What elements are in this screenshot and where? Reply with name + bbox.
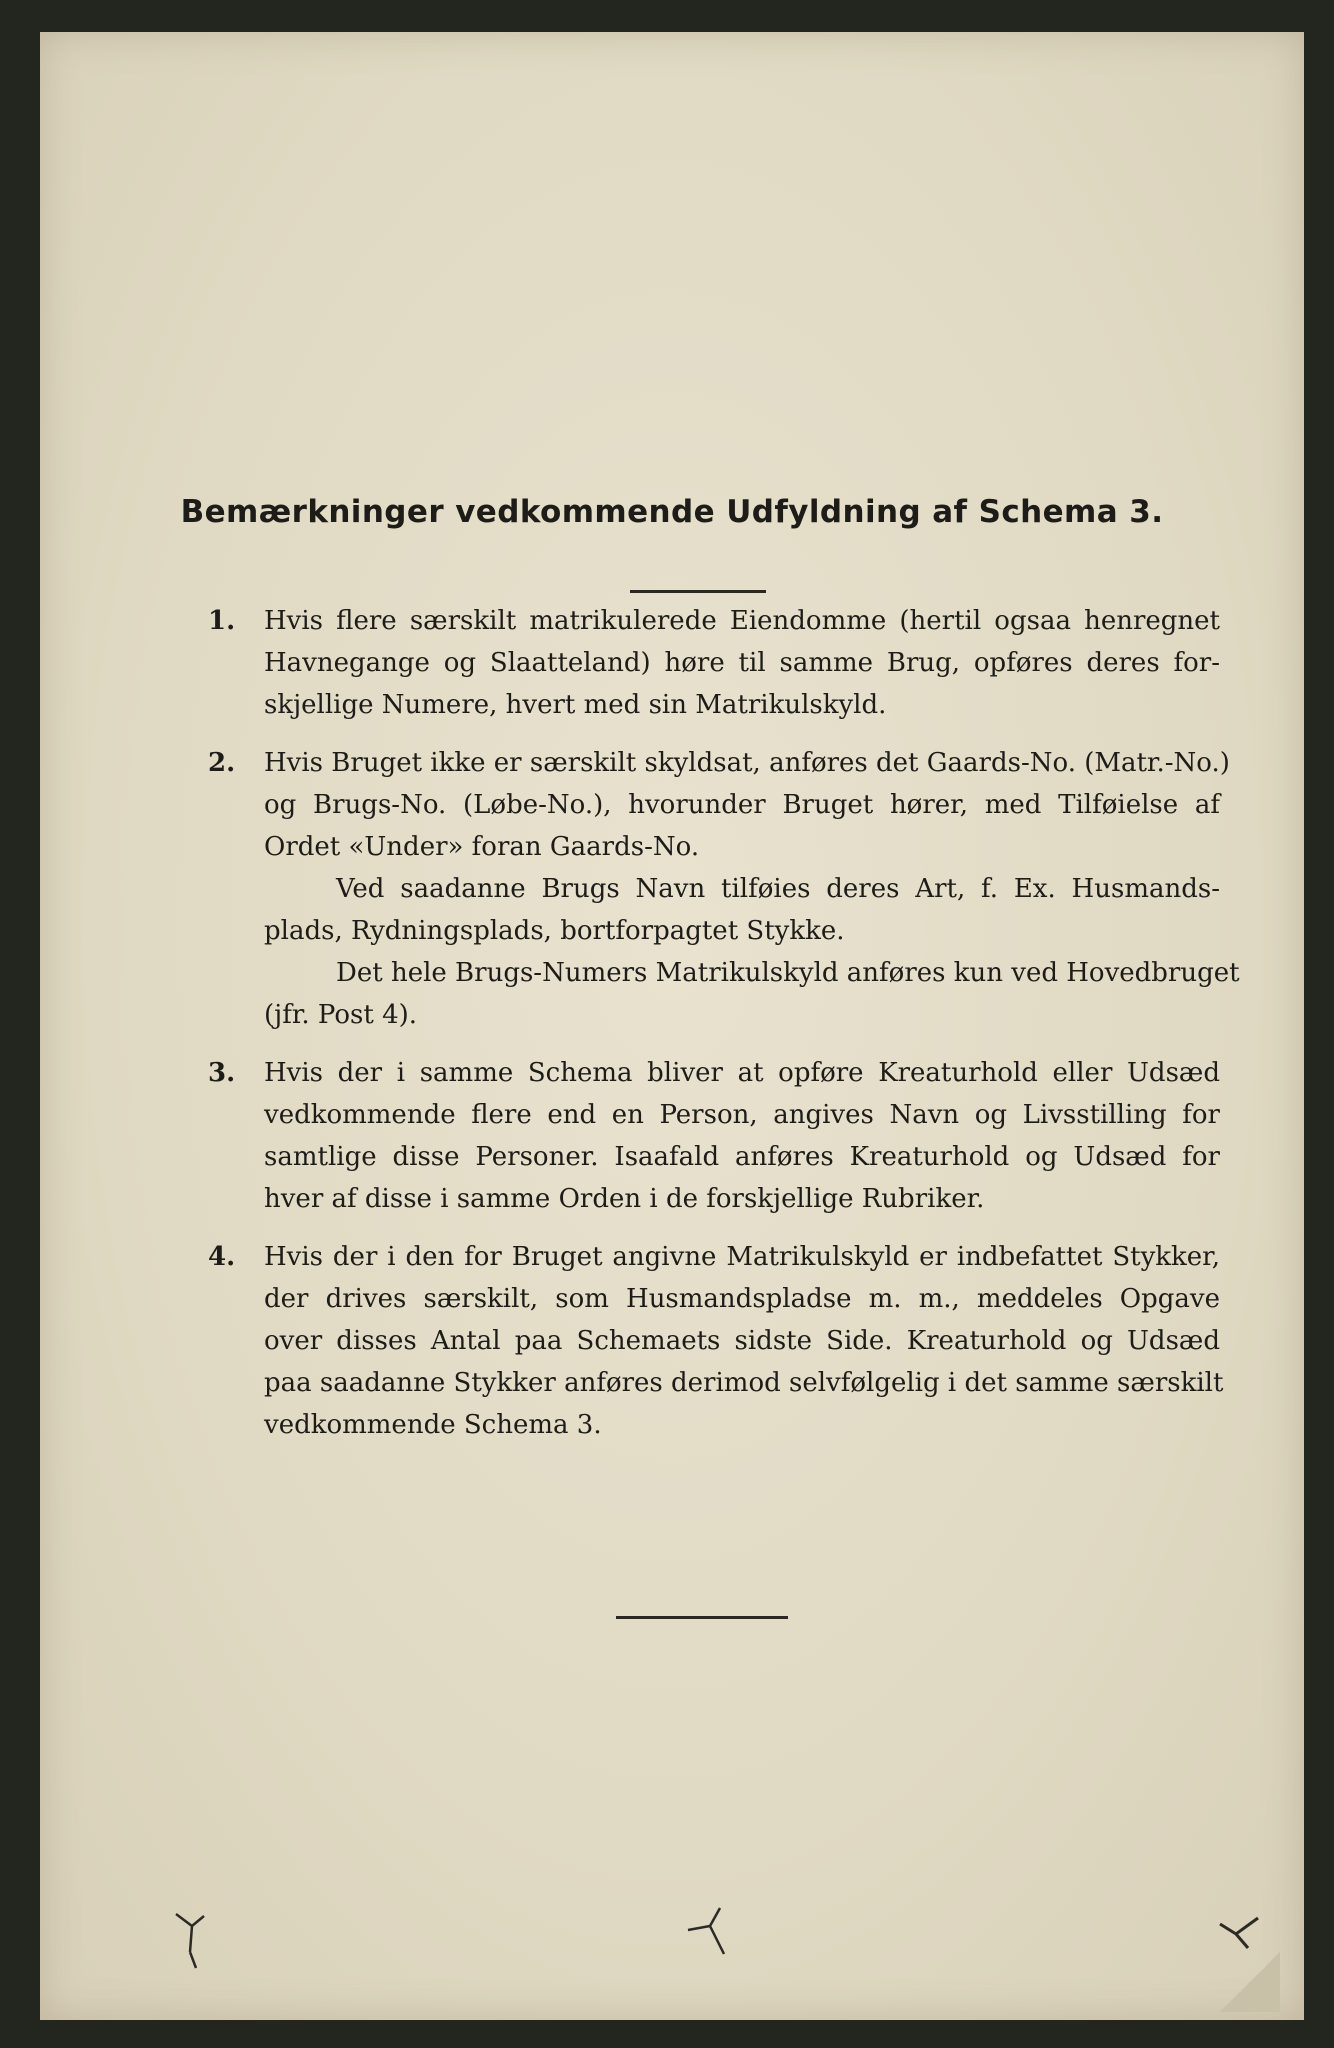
crop-mark-icon [174,1912,214,1972]
bleed-through-text [190,142,201,182]
item-number: 2. [208,748,236,778]
item-line: vedkommende Schema 3. [264,1410,602,1440]
item-line: Ved saadanne Brugs Navn tilføies deres Art, f. Ex. Husmands- [336,874,1220,904]
item-line: og Brugs-No. (Løbe-No.), hvorunder Bruget hører, med Tilføielse af [264,790,1220,820]
item-line: samtlige disse Personer. Isaafald anføres Kreaturhold og Udsæd for [264,1142,1220,1172]
item-line: Hvis der i samme Schema bliver at opføre Kreaturhold eller Udsæd [264,1058,1220,1088]
item-line: Det hele Brugs-Numers Matrikulskyld anføres kun ved Hovedbruget [336,958,1240,988]
item-line: Hvis der i den for Bruget angivne Matrikulskyld er indbefattet Stykker, [264,1242,1220,1272]
item-line: hver af disse i samme Orden i de forskjellige Rubriker. [264,1184,985,1214]
item-line: vedkommende flere end en Person, angives Navn og Livsstilling for [264,1100,1220,1130]
item-line: Hvis Bruget ikke er særskilt skyldsat, anføres det Gaards-No. (Matr.-No.) [264,748,1230,778]
page-heading: Bemærkninger vedkommende Udfyldning af Schema 3. [180,494,1164,530]
item-line: paa saadanne Stykker anføres derimod selvfølgelig i det samme særskilt [264,1368,1224,1398]
item-line: plads, Rydningsplads, bortforpagtet Stykke. [264,916,845,946]
closing-divider [616,1616,788,1619]
item-line: skjellige Numere, hvert med sin Matrikulskyld. [264,690,887,720]
item-number: 1. [208,606,236,636]
item-number: 4. [208,1242,236,1272]
item-line: (jfr. Post 4). [264,1000,418,1030]
item-line: Havnegange og Slaatteland) høre til samme Brug, opføres deres for- [264,648,1220,678]
document-page [40,32,1304,2020]
heading-divider [630,590,766,593]
folded-corner [1220,1952,1280,2012]
item-line: Ordet «Under» foran Gaards-No. [264,832,700,862]
crop-mark-icon [1218,1908,1278,1958]
item-line: der drives særskilt, som Husmandspladse m. m., meddeles Opgave [264,1284,1220,1314]
item-number: 3. [208,1058,236,1088]
item-line: Hvis flere særskilt matrikulerede Eiendomme (hertil ogsaa henregnet [264,606,1220,636]
crop-mark-icon [686,1904,736,1964]
item-line: over disses Antal paa Schemaets sidste Side. Kreaturhold og Udsæd [264,1326,1220,1356]
